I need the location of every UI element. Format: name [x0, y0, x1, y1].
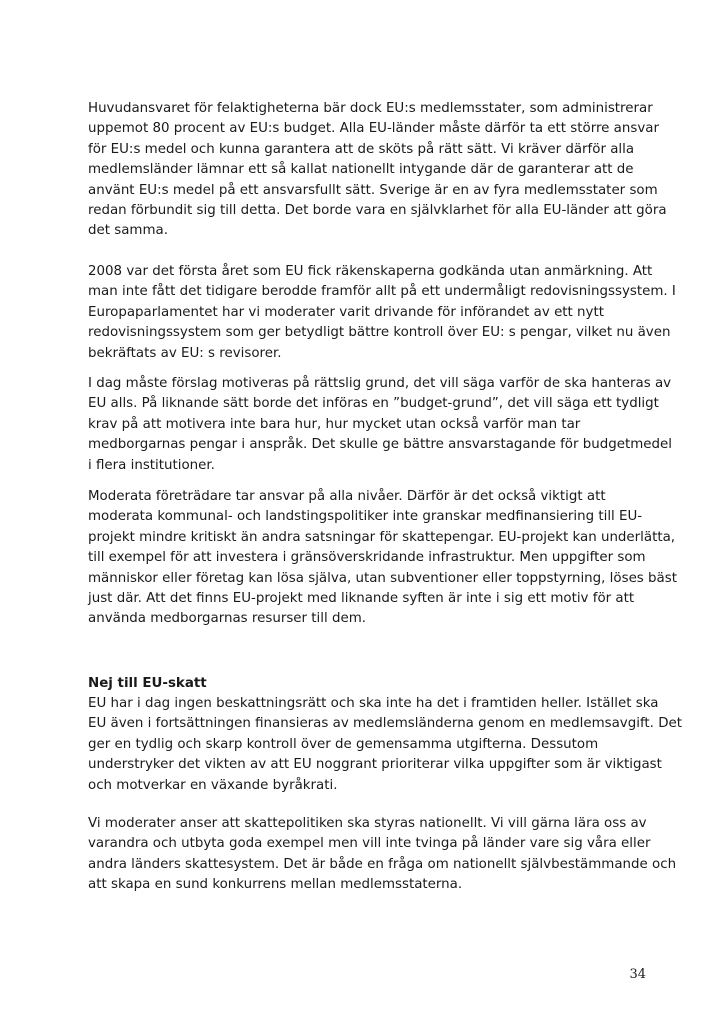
text-line: redan förbundit sig till detta. Det borde vara en självklarhet för alla EU-länder att göra: [88, 203, 667, 219]
text-line: 2008 var det första året som EU fick räkenskaperna godkända utan anmärkning. Att: [88, 264, 653, 279]
text-line: uppemot 80 procent av EU:s budget. Alla EU-länder måste därför ta ett större ansvar: [88, 121, 659, 137]
text-line: för EU:s medel och kunna garantera att de sköts på rätt sätt. Vi kräver därför alla: [88, 141, 635, 157]
paragraph: [88, 694, 682, 796]
text-line: och motverkar en växande byråkrati.: [88, 777, 338, 793]
text-line: det samma.: [88, 223, 168, 239]
text-line: Moderata företrädare tar ansvar på alla nivåer. Därför är det också viktigt att: [88, 489, 606, 504]
text-line: Vi moderater anser att skattepolitiken ska styras nationellt. Vi vill gärna lära oss av: [88, 816, 647, 831]
text-line: EU har i dag ingen beskattningsrätt och ska inte ha det i framtiden heller. Istället ska: [88, 696, 659, 711]
text-line: använt EU:s medel på ett ansvarsfullt sätt. Sverige är en av fyra medlemsstater som: [88, 182, 658, 198]
text-line: I dag måste förslag motiveras på rättslig grund, det vill säga varför de ska hanteras av: [88, 376, 672, 391]
text-line: Huvudansvaret för felaktigheterna bär dock EU:s medlemsstater, som administrerar: [88, 101, 653, 116]
text-line: man inte fått det tidigare berodde framför allt på ett undermåligt redovisningssystem. I: [88, 284, 676, 300]
text-line: människor eller företag kan lösa själva, utan subventioner eller toppstyrning, löses bäst: [88, 570, 677, 586]
text-line: understryker det vikten av att EU noggrant prioriterar vilka uppgifter som är viktigast: [88, 757, 662, 773]
text-line: projekt mindre kritiskt än andra satsningar för skattepengar. EU-projekt kan underlätta,: [88, 529, 676, 545]
text-line: varandra och utbyta goda exempel men vill inte tvinga på länder vare sig våra eller: [88, 836, 651, 852]
text-line: moderata kommunal- och landstingspolitiker inte granskar medfinansiering till EU-: [88, 509, 643, 525]
text-line: i flera institutioner.: [88, 457, 215, 473]
paragraph: [88, 99, 667, 242]
section-heading: Nej till EU-skatt: [88, 676, 207, 691]
text-line: att skapa en sund konkurrens mellan medlemsstaterna.: [88, 877, 463, 893]
text-line: medlemsländer lämnar ett så kallat nationellt intygande där de garanterar att de: [88, 162, 634, 178]
paragraph: [88, 262, 676, 364]
page-number: 34: [629, 967, 646, 982]
paragraph: [88, 814, 677, 896]
text-line: ger en tydlig och skarp kontroll över de gemensamma utgifterna. Dessutom: [88, 736, 599, 752]
text-line: krav på att motivera inte bara hur, hur mycket utan också varför man tar: [88, 416, 581, 432]
text-line: medborgarnas pengar i anspråk. Det skulle ge bättre ansvarstagande för budgetmedel: [88, 437, 672, 453]
text-line: till exempel för att investera i gränsöverskridande infrastruktur. Men uppgifter som: [88, 550, 646, 566]
paragraph: [88, 374, 672, 476]
text-line: bekräftats av EU: s revisorer.: [88, 345, 282, 361]
text-line: redovisningssystem som ger betydligt bättre kontroll över EU: s pengar, vilket nu även: [88, 325, 671, 341]
text-line: Europaparlamentet har vi moderater varit drivande för införandet av ett nytt: [88, 304, 604, 320]
text-line: just där. Att det finns EU-projekt med liknande syften är inte i sig ett motiv för att: [88, 591, 635, 607]
text-line: EU även i fortsättningen finansieras av medlemsländerna genom en medlemsavgift. Det: [88, 716, 682, 732]
text-line: EU alls. På liknande sätt borde det införas en ”budget-grund”, det vill säga ett tydligt: [88, 396, 659, 412]
text-line: använda medborgarnas resurser till dem.: [88, 611, 367, 627]
paragraph: [88, 487, 677, 630]
text-line: andra länders skattesystem. Det är både en fråga om nationellt självbestämmande och: [88, 856, 677, 872]
